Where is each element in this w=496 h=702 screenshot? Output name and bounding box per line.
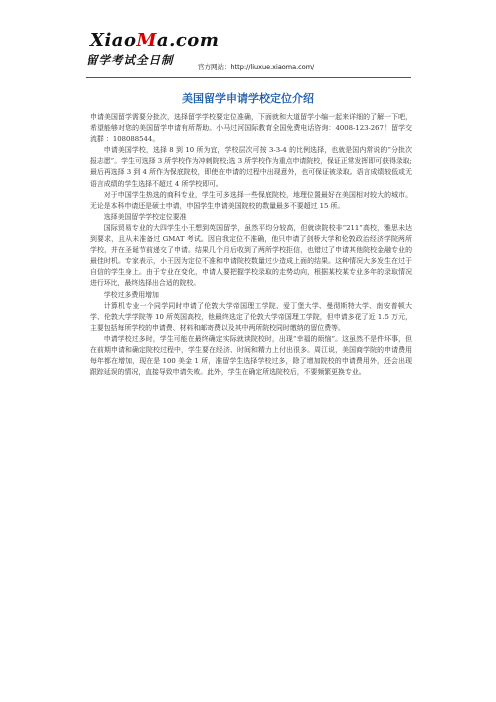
logo-tagline: 留学考试全日制 [86,53,174,67]
body-paragraph: 学校过多费用增加 [103,290,159,299]
official-site-line [198,62,314,71]
body-paragraph: 计算机专业一个同学同时申请了伦敦大学帝国理工学院、爱丁堡大学、曼彻斯特大学、南安普顿大学、伦敦大学学院等 10 所英国高校，他最终选定了伦敦大学帝国理工学院，但申请多花了近 1.5 万元，主要包括每所学校的申请费、材料和邮寄费以及其中两所院校同时缴纳的留位费等。 [90,301,412,332]
article-body [90,112,412,378]
header-divider [86,77,411,78]
official-site-label: 官方网站： [198,63,231,71]
body-paragraph: 对于申国学生热选的商科专业，学生可多选择一些保底院校，地理位置最好在美国相对较大的城市。无论是本科申请还是硕士申请，申国学生申请美国院校的数量最多不要超过 15 所。 [90,190,412,210]
official-site-link[interactable]: http://liuxue.xiaoma.com/ [230,63,315,71]
header-logo-area [86,30,416,76]
body-paragraph: 申请学校过多时，学生可能在最终确定实际就读院校时，出现“幸福的烦恼”。这虽然不是件坏事，但在前期申请和确定院校过程中，学生要在经济、时间和精力上付出很多。周江说，美国商学院的申请费用每年都在增加，现在是 100 美金 1 所，准留学生选择学校过多，除了增加院校的申请费用外，还会出现跟踪延误的情况，直接导致申请失败。此外，学生在确定所选院校后，不要频繁更换专业。 [90,334,412,377]
body-paragraph: 申请美国学校，选择 8 到 10 所为宜，学校层次可按 3-3-4 的比例选择，也就是国内常说的“分批次报志愿”。学生可选择 3 所学校作为冲刺院校;选 3 所学校作为重点申请院校，保证正常发挥即可获得录取;最后再选择 3 到 4 所作为保底院校，即使在申请的过程中出现意外，也可保证被录取。语言成绩较低或无语言成绩的学生选择不超过 4 所学校即可。 [90,146,412,188]
body-paragraph: 申请美国留学需要分批次，选择留学学校要定位准确，下面就和大道留学小编一起来详细的了解一下吧，希望能够对您的美国留学申请有所帮助。小马过河国际教育全国免费电话咨询：4008-123-267！留学交流群 ：108088544。 [90,113,412,144]
body-paragraph: 选择美国留学学校定位要准 [103,212,187,221]
logo-wordmark: XiaoMa.com [90,30,220,51]
document-title: 美国留学申请学校定位介绍 [182,92,314,105]
body-paragraph: 国际贸易专业的大四学生小王想到英国留学，虽然平均分较高，但就读院校非“211”高校，雅思未达到要求，且从未准备过 GMAT 考试。因自我定位不准确，他只申请了剑桥大学和伦敦政治经济学院两所学校，并在圣诞节前递交了申请。结果几个月后收到了两所学校拒信，也错过了申请其他院校金融专业的最佳时机。专家表示，小王因为定位不准和申请院校数量过少造成上面的结果。这种情况大多发生在过于自信的学生身上。由于专业在变化，申请人要把握学校录取的走势动向，根据某校某专业多年的录取情况进行环比，最终选择出合适的院校。 [90,223,412,288]
